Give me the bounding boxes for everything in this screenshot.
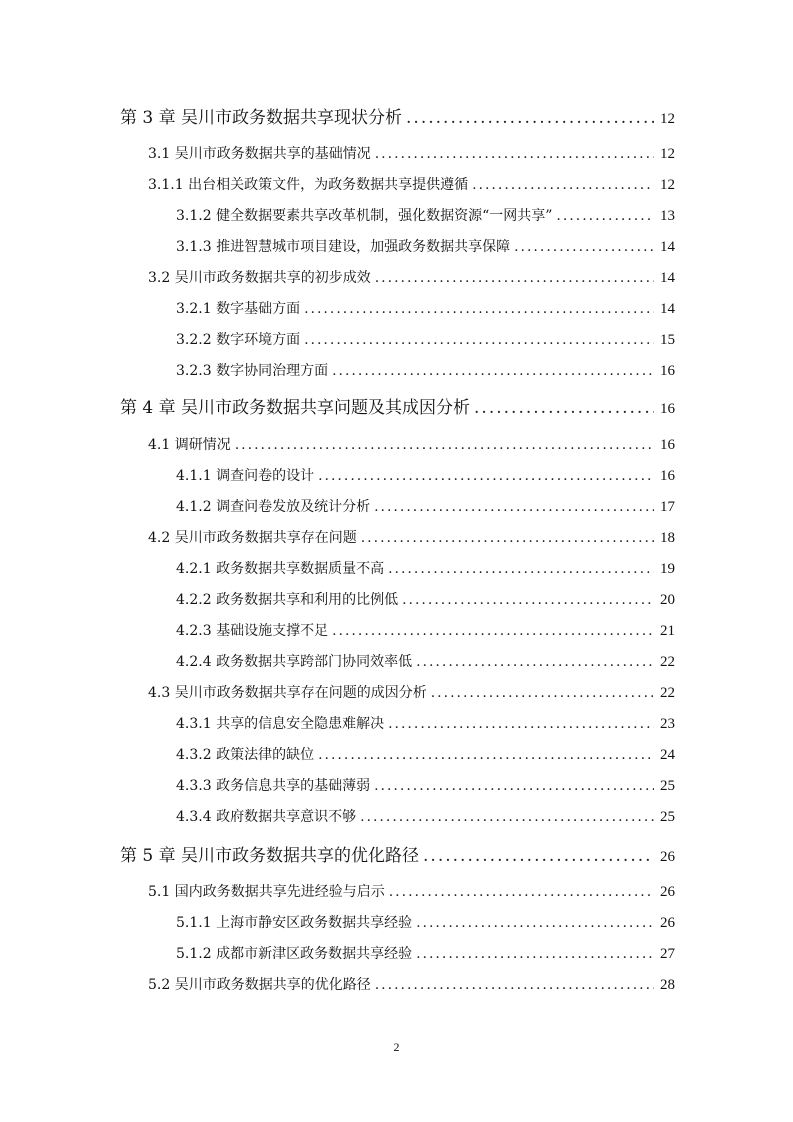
toc-entry-page: 15: [660, 332, 675, 348]
toc-entry-page: 26: [660, 884, 675, 900]
dot-leader: [402, 586, 654, 614]
toc-entry-page: 25: [660, 809, 675, 825]
toc-entry-page: 23: [660, 716, 675, 732]
toc-entry-title: 5.1.1 上海市静安区政务数据共享经验: [176, 915, 413, 931]
toc-entry-page: 28: [660, 977, 675, 993]
toc-entry-title: 4.1.1 调查问卷的设计: [176, 468, 315, 484]
dot-leader: [318, 462, 654, 490]
toc-entry-5-1-2[interactable]: [176, 940, 675, 968]
toc-entry-title: 4.2 吴川市政务数据共享存在问题: [148, 530, 357, 546]
toc-entry-4-2[interactable]: [148, 524, 675, 552]
toc-entry-chapter-4[interactable]: [120, 393, 675, 423]
toc-entry-page: 19: [660, 561, 675, 577]
toc-entry-page: 16: [660, 401, 675, 417]
toc-entry-4-1-1[interactable]: [176, 462, 675, 490]
toc-entry-title: 3.2.2 数字环境方面: [176, 332, 301, 348]
toc-entry-4-3-3[interactable]: [176, 772, 675, 800]
toc-entry-title: 4.2.3 基础设施支撑不足: [176, 623, 329, 639]
toc-entry-title: 4.2.4 政务数据共享跨部门协同效率低: [176, 654, 413, 670]
toc-entry-title: 第 3 章 吴川市政务数据共享现状分析: [120, 108, 403, 128]
toc-entry-title: 第 5 章 吴川市政务数据共享的优化路径: [120, 846, 420, 866]
dot-leader: [318, 741, 654, 769]
toc-entry-3-1-3[interactable]: [176, 233, 675, 261]
dot-leader: [332, 617, 654, 645]
toc-entry-page: 16: [660, 437, 675, 453]
toc-entry-page: 27: [660, 946, 675, 962]
toc-entry-page: 12: [660, 177, 675, 193]
toc-entry-page: 14: [660, 270, 675, 286]
dot-leader: [388, 710, 654, 738]
dot-leader: [416, 909, 654, 937]
toc-entry-title: 3.1.3 推进智慧城市项目建设，加强政务数据共享保障: [176, 239, 511, 255]
dot-leader: [235, 431, 654, 459]
dot-leader: [416, 940, 654, 968]
toc-entry-3-2[interactable]: [148, 264, 675, 292]
toc-entry-3-1-2[interactable]: [176, 202, 675, 230]
dot-leader: [431, 679, 654, 707]
toc-entry-page: 26: [660, 915, 675, 931]
toc-entry-chapter-3[interactable]: [120, 103, 675, 133]
toc-entry-3-2-1[interactable]: [176, 295, 675, 323]
toc-entry-page: 24: [660, 747, 675, 763]
toc-entry-title: 4.3 吴川市政务数据共享存在问题的成因分析: [148, 685, 427, 701]
toc-entry-page: 17: [660, 499, 675, 515]
toc-entry-page: 12: [660, 111, 675, 127]
toc-entry-4-2-1[interactable]: [176, 555, 675, 583]
toc-entry-4-3-1[interactable]: [176, 710, 675, 738]
dot-leader: [360, 803, 654, 831]
toc-entry-page: 21: [660, 623, 675, 639]
toc-entry-title: 5.1.2 成都市新津区政务数据共享经验: [176, 946, 413, 962]
toc-entry-title: 3.2.3 数字协同治理方面: [176, 363, 329, 379]
toc-entry-page: 18: [660, 530, 675, 546]
dot-leader: [361, 524, 654, 552]
toc-entry-5-2[interactable]: [148, 971, 675, 999]
toc-entry-4-1[interactable]: [148, 431, 675, 459]
dot-leader: [375, 264, 654, 292]
toc-entry-4-2-3[interactable]: [176, 617, 675, 645]
toc-entry-page: 25: [660, 778, 675, 794]
dot-leader: [406, 103, 654, 133]
toc-entry-page: 22: [660, 654, 675, 670]
toc-entry-title: 3.2.1 数字基础方面: [176, 301, 301, 317]
toc-entry-title: 4.3.3 政务信息共享的基础薄弱: [176, 778, 371, 794]
dot-leader: [375, 971, 654, 999]
toc-entry-title: 4.1.2 调查问卷发放及统计分析: [176, 499, 371, 515]
toc-entry-title: 5.1 国内政务数据共享先进经验与启示: [148, 884, 385, 900]
toc-entry-page: 16: [660, 363, 675, 379]
toc-entry-title: 3.2 吴川市政务数据共享的初步成效: [148, 270, 371, 286]
toc-entry-3-2-3[interactable]: [176, 357, 675, 385]
toc-entry-title: 4.3.1 共享的信息安全隐患难解决: [176, 716, 385, 732]
dot-leader: [388, 555, 654, 583]
dot-leader: [423, 841, 654, 871]
toc-entry-4-1-2[interactable]: [176, 493, 675, 521]
toc-entry-4-3[interactable]: [148, 679, 675, 707]
dot-leader: [514, 233, 654, 261]
dot-leader: [389, 878, 654, 906]
toc-entry-page: 26: [660, 849, 675, 865]
dot-leader: [332, 357, 654, 385]
toc-entry-page: 14: [660, 239, 675, 255]
toc-entry-4-2-4[interactable]: [176, 648, 675, 676]
toc-entry-title: 4.1 调研情况: [148, 437, 231, 453]
toc-entry-title: 4.3.4 政府数据共享意识不够: [176, 809, 357, 825]
dot-leader: [416, 648, 654, 676]
dot-leader: [374, 772, 654, 800]
toc-entry-3-1[interactable]: [148, 140, 675, 168]
toc-entry-title: 第 4 章 吴川市政务数据共享问题及其成因分析: [120, 398, 471, 418]
toc-entry-3-1-1[interactable]: [148, 171, 675, 199]
toc-entry-title: 4.2.2 政务数据共享和利用的比例低: [176, 592, 399, 608]
toc-entry-page: 16: [660, 468, 675, 484]
toc-entry-page: 13: [660, 208, 675, 224]
toc-entry-chapter-5[interactable]: [120, 841, 675, 871]
dot-leader: [472, 171, 654, 199]
toc-entry-title: 4.3.2 政策法律的缺位: [176, 747, 315, 763]
toc-entry-title: 4.2.1 政务数据共享数据质量不高: [176, 561, 385, 577]
toc-entry-3-2-2[interactable]: [176, 326, 675, 354]
toc-entry-page: 14: [660, 301, 675, 317]
page-number: 2: [393, 1040, 400, 1054]
toc-entry-page: 12: [660, 146, 675, 162]
toc-entry-page: 20: [660, 592, 675, 608]
toc-entry-5-1[interactable]: [148, 878, 675, 906]
toc-entry-4-3-4[interactable]: [176, 803, 675, 831]
dot-leader: [556, 202, 654, 230]
toc-entry-title: 3.1.1 出台相关政策文件，为政务数据共享提供遵循: [148, 177, 469, 193]
dot-leader: [304, 295, 654, 323]
toc-entry-title: 3.1 吴川市政务数据共享的基础情况: [148, 146, 371, 162]
dot-leader: [474, 393, 654, 423]
dot-leader: [375, 140, 654, 168]
toc-entry-4-2-2[interactable]: [176, 586, 675, 614]
toc-entry-page: 22: [660, 685, 675, 701]
toc-entry-5-1-1[interactable]: [176, 909, 675, 937]
toc-entry-4-3-2[interactable]: [176, 741, 675, 769]
dot-leader: [304, 326, 654, 354]
toc-entry-title: 3.1.2 健全数据要素共享改革机制，强化数据资源“一网共享”: [176, 208, 553, 224]
toc-entry-title: 5.2 吴川市政务数据共享的优化路径: [148, 977, 371, 993]
dot-leader: [374, 493, 654, 521]
